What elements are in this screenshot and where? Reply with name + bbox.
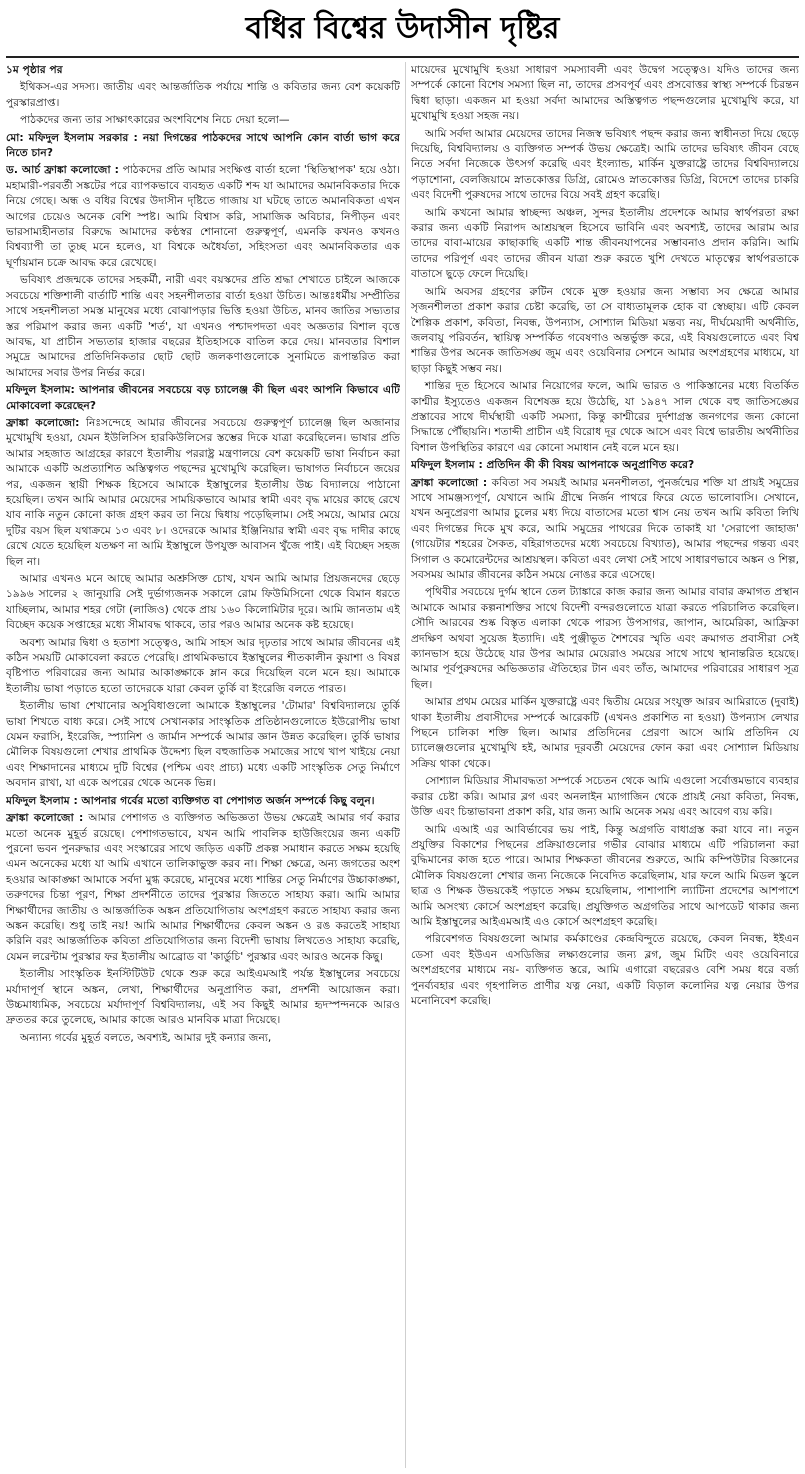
paragraph-text: আপনার জীবনের সবচেয়ে বড় চ্যালেঞ্জ কী ছিল এবং আপনি কিভাবে এটি মোকাবেলা করেছেন? bbox=[6, 383, 400, 412]
interview-question bbox=[6, 793, 400, 808]
paragraph-text: পরিবেশগত বিষয়গুলো আমার কর্মকাণ্ডের কেন্দ্রবিন্দুতে রয়েছে, কেবল নিবন্ধ, ইইএন ডেসা এবং ইউএন এসডিজির লক্ষ্যগুলোর জন্য ব্লগ, জুম মিটিং এবং ওয়েবিনারে অংশগ্রহণের মাধ্যমে নয়- ব্যক্তিগত স্তরে, আমি এগারো বছরেরও বেশি সময় ধরে বর্জ্য পুনর্ব্যবহার এবং গৃহপালিত প্রাণীর যত্ন নেয়া, একটি বিড়াল কলোনির যত্ন নেয়ার উপর মনোনিবেশ করেছি। bbox=[411, 932, 799, 1007]
article-headline: বধির বিশ্বের উদাসীন দৃষ্টির bbox=[245, 11, 560, 46]
interviewer-name: মফিদুল ইসলাম : bbox=[6, 793, 78, 807]
paragraph-text: অবশ্য আমার দ্বিধা ও হতাশা সত্ত্বেও, আমি সাহস আর দৃঢ়তার সাথে আমার জীবনের এই কঠিন সময়টি মোকাবেলা করতে পেরেছি। প্রাথমিকভাবে ইস্তাম্বুলের শীতকালীন কুয়াশা ও বিষণ্ণ বৃষ্টিপাত পরিবারের জন্য আমার আকাঙ্ক্ষাকে ম্লান করে দিয়েছিল বলে মনে হয়। আমাকে ইতালীয় ভাষা পড়াতে হতো তাদেরকে যারা কেবল তুর্কি বা ইংরেজি বলতে পারত। bbox=[6, 635, 400, 695]
paragraph-text: প্রতিদিন কী কী বিষয় আপনাকে অনুপ্রাণিত করে? bbox=[482, 458, 695, 472]
paragraph-text: আমার এখনও মনে আছে আমার অশ্রুসিক্ত চোখ, যখন আমি আমার প্রিয়জনদের ছেড়ে ১৯৯৬ সালের ২ জানুয়ারি সেই দুর্ভাগ্যজনক সকালে রোম ফিউমিসিনো থেকে বিমান ধরতে যাচ্ছিলাম, আমার শহর গেটা (লাজিও) থেকে প্রায় ১৬০ কিলোমিটার দূরে। আমি জানতাম এই বিচ্ছেদ কয়েক সপ্তাহের মধ্যে সীমাবদ্ধ থাকবে, তার পরও আমার অনেক কষ্ট হয়েছে। bbox=[6, 572, 400, 632]
paragraph-text: ভবিষ্যৎ প্রজন্মকে তাদের সহকর্মী, নারী এবং বয়স্কদের প্রতি শ্রদ্ধা শেখাতে চাইলে আজকে সবচেয়ে শক্তিশালী বার্তাটি শান্তি এবং সহনশীলতার বার্তা হওয়া উচিত। আন্তঃধর্মীয় সম্প্রীতির সাথে সহনশীলতা সমস্ত মানুষের মধ্যে বোঝাপড়ার ভিত্তি হওয়া উচিত, মানব জাতির সভ্যতার স্তর পরিমাপ করার জন্য একটি 'শর্ত', যা এখনও পশ্চাদপদতা এবং অজ্ঞতার বিশাল বৃত্তে আবদ্ধ, যা প্রাচীন সভ্যতার হাজার বছরের ইতিহাসকে বাতিল করে দেয়। মানবতার বিশাল সমুদ্রে আমাদের প্রতিদিনিকতার ছোট ছোট জলকণাগুলোকে সুনামিতে রূপান্তরিত করা আমাদের সবার উপর নির্ভর করে। bbox=[6, 273, 400, 379]
paragraph-text: সোশ্যাল মিডিয়ার সীমাবদ্ধতা সম্পর্কে সচেতন থেকে আমি এগুলো সর্বোত্তমভাবে ব্যবহার করার চেষ্টা করি। আমার ব্লগ এবং অনলাইন ম্যাগাজিন থেকে প্রায়ই নেয়া কবিতা, নিবন্ধ, উক্তি এবং চিন্তাভাবনা প্রকাশ করি, যার জন্য আমি অনেক সময় এবং আবেগ ব্যয় করি। bbox=[411, 774, 799, 819]
article-paragraph bbox=[6, 112, 400, 127]
paragraph-text: আমার প্রথম মেয়ের মার্কিন যুক্তরাষ্ট্রে এবং দ্বিতীয় মেয়ের সংযুক্ত আরব আমিরাতে (দুবাই) থাকা ইতালীয় প্রবাসীদের সম্পর্কে আরেকটি (এখনও প্রকাশিত না হওয়া) উপন্যাস লেখার পিছনে চালিকা শক্তি ছিল। আমার প্রতিদিনের প্রেরণা আসে আমি প্রতিদিন যে চ্যালেঞ্জগুলোর মুখোমুখি হই, আমার দূরবর্তী মেয়েদের ফোন করা এবং সোশ্যাল মিডিয়ায় সক্রিয় থাকা থেকে। bbox=[411, 695, 799, 770]
paragraph-text: নয়া দিগন্তের পাঠকদের সাথে আপনি কোন বার্তা ভাগ করে নিতে চান? bbox=[6, 130, 400, 160]
interview-question bbox=[6, 130, 400, 161]
paragraph-text: অন্যান্য গর্বের মুহূর্ত বলতে, অবশ্যই, আমার দুই কন্যার জন্য, bbox=[20, 1030, 272, 1044]
article-paragraph bbox=[411, 284, 799, 376]
paragraph-text: পৃথিবীর সবচেয়ে দুর্গম স্থানে তেল ট্যাঙ্কারে কাজ করার জন্য আমার বাবার ক্রমাগত প্রস্থান আমাকে আমার কল্পনাশক্তির সাথে বিদেশী বন্দরগুলোতে যাত্রা করতে পরিচালিত করেছিল। সৌদি আরবের শুষ্ক বিস্তৃত এলাকা থেকে পারস্য উপসাগর, জাপান, আমেরিকা, আফ্রিকা প্রদক্ষিণ অথবা সুয়েজ ইত্যাদি। এই পুঞ্জীভূত শৈশবের স্মৃতি এবং ক্রমাগত প্রবাসীরা সেই ক্যানভাস হয়ে উঠেছে যার উপর আমার মেয়েরাও সময়ের সাথে সাথে স্থানান্তরিত হয়েছে। আমার পূর্বপুরুষদের অভিজ্ঞতার ঐতিহ্যের টান এবং তাঁত, আমাদের পরিবারের সাধারণ সূত্র ছিল। bbox=[411, 585, 799, 691]
article-paragraph bbox=[6, 635, 400, 697]
interviewee-name: ফ্রাঙ্কা কলোজো : bbox=[411, 475, 488, 489]
paragraph-text: কবিতা সব সময়ই আমার মননশীলতা, পুনর্জন্মের শক্তি যা প্রায়ই সমুদ্রের সাথে সামঞ্জস্যপূর্ণ, যেখানে আমি গ্রীষ্মে নির্জন পাথরে ফিরে যেতে ভালোবাসি। সেখানে, যখন অনুপ্রেরণা আমার চুলের মধ্য দিয়ে বাতাসের মতো শ্বাস নেয় তখন আমি কবিতা লিখি এবং দিগন্তের দিকে মুখ করে, আমি সমুদ্রের পাথরের দিকে তাকাই যা 'সেরাপো জাহাজ' (গায়েটার শহরের সৈকত, বহিরাগতদের মধ্যে সবচেয়ে বিখ্যাত), আমার পছন্দের গন্তব্য এবং সিগাল ও কমোরেন্টদের আশ্রয়স্থল। কবিতা এবং লেখা সেই সাথে সাধারণভাবে অঙ্কন ও শিল্প, সবসময় আমার জীবনের কঠিন সময়ে নোঙর করে এসেছে। bbox=[411, 475, 799, 581]
paragraph-text: আমি অবসর গ্রহণের রুটিন থেকে মুক্ত হওয়ার জন্য সম্ভাব্য সব ক্ষেত্রে আমার সৃজনশীলতা প্রকাশ করার চেষ্টা করেছি, তা সে বাধ্যতামূলক হোক বা স্বেচ্ছায়। এটি কেবল শৈল্পিক প্রকাশ, কবিতা, নিবন্ধ, উপন্যাস, সোশ্যাল মিডিয়া মন্তব্য নয়, দীর্ঘমেয়াদী অর্থনীতি, জলবায়ু পরিবর্তন, স্থায়িত্ব সম্পর্কিত গবেষণাও অন্তর্ভুক্ত করে, এই বিষয়গুলোতে এবং বিশ্ব শান্তির উপর অনেক জাতিসঙ্ঘ জুম এবং ওয়েবিনার সেশনে আমার অংশগ্রহণের মাধ্যমে, যা ছাড়া কিছুই সম্ভব নয়। bbox=[411, 284, 799, 375]
article-paragraph bbox=[411, 62, 799, 124]
column-divider bbox=[405, 62, 406, 1468]
paragraph-text: ইথিকস-এর সদস্য। জাতীয় এবং আন্তর্জাতিক পর্যায়ে শান্তি ও কবিতার জন্য বেশ কয়েকটি পুরস্কারপ্রাপ্ত। bbox=[6, 80, 400, 109]
paragraph-text: মায়েদের মুখোমুখি হওয়া সাধারণ সমস্যাবলী এবং উদ্বেগ সত্ত্বেও। যদিও তাদের জন্য সম্পর্কে কোনো বিশেষ সমস্যা ছিল না, তাদের প্রসবপূর্ব এবং প্রসবোত্তর স্বাস্থ্য সম্পর্কে চিরন্তন দ্বিধা ছাড়া। একজন মা হওয়া সর্বদা আমাদের অস্তিত্বগত পছন্দগুলোর মুখোমুখি করে, যা মুখোমুখি হওয়া সহজ নয়। bbox=[411, 63, 799, 123]
article-paragraph bbox=[6, 698, 400, 790]
article-paragraph bbox=[411, 126, 799, 203]
paragraph-text: পাঠকদের জন্য তার সাক্ষাৎকারের অংশবিশেষ নিচে দেয়া হলো— bbox=[20, 113, 290, 127]
right-column-body bbox=[411, 62, 799, 1008]
paragraph-text: ইতালীয় ভাষা শেখানোর অসুবিধাগুলো আমাকে ইস্তাম্বুলের 'টোমার' বিশ্ববিদ্যালয়ে তুর্কি ভাষা শিখতে বাধ্য করে। সেই সাথে সেখানকার সাংস্কৃতিক প্রতিষ্ঠানগুলোতে ইউরোপীয় ভাষা যেমন ফরাসি, ইংরেজি, স্প্যানিশ ও জার্মান সম্পর্কে আমার জ্ঞান উন্নত করেছিল। তুর্কি ভাষার মৌলিক বিষয়গুলো শেখার প্রাথমিক উদ্দেশ্য ছিল বহুজাতিক সমাজের সাথে খাপ খাইয়ে নেয়া এবং শিক্ষাদানের মাধ্যমে দুটি বিশ্বের (পশ্চিম এবং প্রাচ্য) মধ্যে একটি সাংস্কৃতিক সেতু নির্মাণে অবদান রাখা, যা একে অপরের থেকে অনেক ভিন্ন। bbox=[6, 699, 400, 790]
interview-answer bbox=[6, 415, 400, 569]
interviewee-name: ফ্রাঙ্কা কলোজো : bbox=[6, 811, 84, 825]
article-paragraph bbox=[6, 79, 400, 110]
article-column-left bbox=[6, 62, 400, 1470]
article-paragraph bbox=[6, 571, 400, 633]
interviewee-name: ফ্রাঙ্কা কলোজো: bbox=[6, 415, 80, 429]
article-paragraph bbox=[411, 584, 799, 692]
article-paragraph bbox=[411, 773, 799, 819]
paragraph-text: আমি সর্বদা আমার মেয়েদের তাদের নিজস্ব ভবিষ্যৎ পছন্দ করার জন্য স্বাধীনতা দিয়ে ছেড়ে দিয়েছি, বিশ্ববিদ্যালয় ও ব্যক্তিগত সম্পর্ক উভয় ক্ষেত্রেই। আমি তাদের ভবিষ্যৎ জীবন বেছে নিতে সর্বদা নিজেকে উৎসর্গ করেছি এবং ইংল্যান্ড, মার্কিন যুক্তরাষ্ট্রে তাদের বিশ্ববিদ্যালয়ে পড়াশোনা, বেলজিয়ামে স্নাতকোত্তর ডিগ্রি, রোমেও স্নাতকোত্তর ডিগ্রি, বিদেশে তাদের চাকরি এবং বিদেশী পুরুষদের সাথে তাদের বিয়ে সবই গ্রহণ করেছি। bbox=[411, 126, 799, 202]
article-paragraph bbox=[411, 931, 799, 1008]
article-paragraph bbox=[411, 694, 799, 771]
article-paragraph bbox=[6, 272, 400, 380]
paragraph-text: আমি এআই এর আবির্ভাবের ভয় পাই, কিন্তু অগ্রগতি বাধাগ্রস্ত করা যাবে না। নতুন প্রযুক্তির বিকাশের পিছনের প্রক্রিয়াগুলোর গভীর বোঝার মাধ্যমে এটি পরিচালনা করা বুদ্ধিমানের কাজ হতে পারে। আমার শিক্ষকতা জীবনের শুরুতে, আমি কম্পিউটার বিজ্ঞানের মৌলিক বিষয়গুলো শেখার জন্য নিজেকে নিবেদিত করেছিলাম, যার ফলে আমি মিডল স্কুলে ছাত্র ও শিক্ষক উভয়কেই পড়াতে সক্ষম হয়েছিলাম, পাশাপাশি ল্যাটিনা প্রদেশের আশপাশে আমি অসংখ্য কোর্সে অংশগ্রহণ করেছি। প্রযুক্তিগত অগ্রগতির সাথে আপডেট থাকার জন্য আমি ইস্তাম্বুলের আইএমআই এও কোর্সে অংশগ্রহণ করেছি। bbox=[411, 822, 799, 928]
interviewee-name: ড. আর্চ ফ্রাঙ্কা কলোজো : bbox=[6, 163, 119, 177]
interview-answer bbox=[411, 475, 799, 583]
article-paragraph bbox=[411, 378, 799, 455]
paragraph-text: পাঠকদের প্রতি আমার সংক্ষিপ্ত বার্তা হলো 'স্থিতিস্থাপক' হয়ে ওঠা। মহামারী-পরবর্তী সঙ্কটের পরে ব্যাপকভাবে ব্যবহৃত একটি শব্দ যা আমাদের অমানবিকতার দিকে নিয়ে গেছে। অন্ধ ও বধির বিশ্বের উদাসীন দৃষ্টিতে গাজায় যা ঘটছে তাতে অমানবিকতা এখন আগের চেয়েও অনেক বেশি স্পষ্ট। আমি বিশ্বাস করি, সামাজিক অবিচার, নিপীড়ন এবং ভারসাম্যহীনতার বিরুদ্ধে আমাদের কণ্ঠস্বর শোনানো গুরুত্বপূর্ণ, এমনকি কখনও কখনও বিশ্বব্যাপী তা তুচ্ছ মনে হলেও, যা বিশ্বকে অধৈর্যতা, সহিংসতা এবং অমানবিকতার এক ঘূর্ণায়মান চক্রে আবদ্ধ করে রেখেছে। bbox=[6, 163, 400, 269]
article-paragraph bbox=[6, 1030, 400, 1045]
paragraph-text: আপনার গর্বের মতো ব্যক্তিগত বা পেশাগত অর্জন সম্পর্কে কিছু বলুন। bbox=[77, 793, 375, 807]
paragraph-text: আমার পেশাগত ও ব্যক্তিগত অভিজ্ঞতা উভয় ক্ষেত্রেই আমার গর্ব করার মতো অনেক মুহূর্ত রয়েছে। পেশাগতভাবে, যখন আমি পাবলিক হাউজিংয়ের জন্য একটি পুরনো ভবন পুনরুদ্ধার এবং সংস্কারের সাথে জড়িত একটি প্রকল্প সমাধান করতে সক্ষম হয়েছি এমন অনেকের মধ্যে যা আমি এখানে তালিকাভুক্ত করব না। শিক্ষা ক্ষেত্রে, অন্য জগতের অংশ হওয়ার আকাঙ্ক্ষা আমাকে সর্বদা মুগ্ধ করেছে, মানুষের মধ্যে শান্তির সেতু নির্মাণের উচ্চাকাঙ্ক্ষা, তরুণদের চিন্তা পূরণ, শিক্ষা প্রদর্শনীতে তাদের পুরস্কার জিততে সাহায্য করা। আমি আমার শিক্ষার্থীদের জাতীয় ও আন্তর্জাতিক অঙ্কন প্রতিযোগিতায় অংশগ্রহণ করতে সাহায্য করার জন্য অঙ্কন করেছি। শুধু তাই নয়! আমি আমার শিক্ষার্থীদের কেবল অঙ্কন ও রঙ করতেই সাহায্য করিনি বরং আন্তর্জাতিক কবিতা প্রতিযোগিতার জন্য বিদেশী ভাষায় লিখতেও সাহায্য করেছি, যেমন লরেন্টাম পুরস্কার ফর ইতালীয় আব্রোড বা 'কার্ডুচি' পুরস্কার এবং আরও অনেক কিছু। bbox=[6, 811, 400, 963]
interviewer-name: মফিদুল ইসলাম : bbox=[411, 458, 483, 472]
paragraph-text: শান্তির দূত হিসেবে আমার নিয়োগের ফলে, আমি ভারত ও পাকিস্তানের মধ্যে বিতর্কিত কাশ্মীর ইস্যুতেও একজন বিশেষজ্ঞ হয়ে উঠেছি, যা ১৯৪৭ সাল থেকে বহু জাতিসঙ্ঘের প্রস্তাবের সাথে দীর্ঘস্থায়ী একটি সমস্যা, কিন্তু কাশ্মীরের দুর্দশাগ্রস্ত জনগণের জন্য কোনো সিদ্ধান্তে পৌঁছায়নি। শতাব্দী প্রাচীন এই বিরোধ দূর থেকে আসে এবং বিশ্বে ভারতীয় অর্থনীতির বিশাল উপস্থিতির কারণে এর কোনো সমাধান নেই বলে মনে হয়। bbox=[411, 379, 799, 454]
continued-from-label: ১ম পৃষ্ঠার পর bbox=[6, 63, 63, 76]
interviewer-name: মো: মফিদুল ইসলাম সরকার : bbox=[6, 130, 138, 144]
headline-rule bbox=[6, 56, 799, 58]
interview-question bbox=[6, 382, 400, 413]
interviewer-name: মফিদুল ইসলাম: bbox=[6, 383, 75, 397]
article-paragraph bbox=[6, 966, 400, 1028]
article-column-right bbox=[411, 62, 799, 1470]
interview-answer bbox=[6, 810, 400, 964]
article-paragraph bbox=[411, 205, 799, 282]
interview-answer bbox=[6, 162, 400, 270]
paragraph-text: ইতালীয় সাংস্কৃতিক ইনস্টিটিউট থেকে শুরু করে আইএমআই পর্যন্ত ইস্তাম্বুলের সবচেয়ে মর্যাদাপূর্ণ স্থানে অঙ্কন, লেখা, শিক্ষার্থীদের অনুপ্রাণিত করা, প্রদর্শনী আয়োজন করা। উচ্চমাধ্যমিক, সবচেয়ে মর্যাদাপূর্ণ বিশ্ববিদ্যালয়, এই সব কিছুই আমার হৃদস্পন্দনকে আরও দ্রুততর করে তুলেছে, আমার কাজে আরও মানবিক মাত্রা দিয়েছে। bbox=[6, 967, 400, 1027]
interview-question bbox=[411, 457, 799, 472]
left-column-body bbox=[6, 79, 400, 1045]
article-paragraph bbox=[411, 822, 799, 930]
paragraph-text: নিঃসন্দেহে আমার জীবনের সবচেয়ে গুরুত্বপূর্ণ চ্যালেঞ্জ ছিল অজানার মুখোমুখি হওয়া, যেমন ইউলিসিস হারকিউলিসের স্তম্ভের দিকে যাত্রা করেছিলেন। ভাষার প্রতি আমার সহজাত আগ্রহের কারণে ইতালীয় পররাষ্ট্র মন্ত্রণালয়ে বেশ কয়েকটি ভাষা নির্বাচন করা আমাকে একটি অপ্রত্যাশিত অস্তিত্বগত পছন্দের মুখোমুখি করেছিল। ভাষাগত নির্বাচনে জয়ের পর, একজন স্থায়ী শিক্ষক হিসেবে আমাকে ইস্তাম্বুলের ইতালীয় উচ্চ বিদ্যালয়ে পাঠানো হয়েছিল। তখন আমি আমার মেয়েদের সাময়িকভাবে আমার স্বামী এবং বৃদ্ধ মায়ের কাছে রেখে যাব নাকি নতুন কোনো কাজ গ্রহণ করব তা নিয়ে দ্বিধায় পড়েছিলাম। সেই সময়ে, আমার মেয়ে দুটির বয়স ছিল যথাক্রমে ১৩ এবং ৮। ওদেরকে আমার ইঞ্জিনিয়ার স্বামী এবং বৃদ্ধ দাদীর কাছে রেখে যেতে হয়েছিল যতক্ষণ না আমি ইস্তাম্বুলে উপযুক্ত আবাসন খুঁজে পাই। এই বিচ্ছেদ সহজ ছিল না। bbox=[6, 415, 400, 568]
paragraph-text: আমি কখনো আমার স্বাচ্ছন্দ্য অঞ্চল, সুন্দর ইতালীয় প্রদেশকে আমার স্বার্থপরতা রক্ষা করার জন্য একটি নিরাপদ আশ্রয়স্থল হিসেবে ভাবিনি এবং অবশ্যই, তাদের আরাম আর তাদের বাবা-মায়ের কাছাকাছি একটি শান্ত জীবনযাপনের সম্ভাবনাও প্রদান করিনি। আমি তাদের পরিপূর্ণ এবং তাদের জীবন যাত্রা শুরু করতে খুশি দেখতে মাতৃত্বের স্বার্থপরতাকে বাতাসে ছুড়ে ফেলে দিয়েছি। bbox=[411, 205, 799, 281]
